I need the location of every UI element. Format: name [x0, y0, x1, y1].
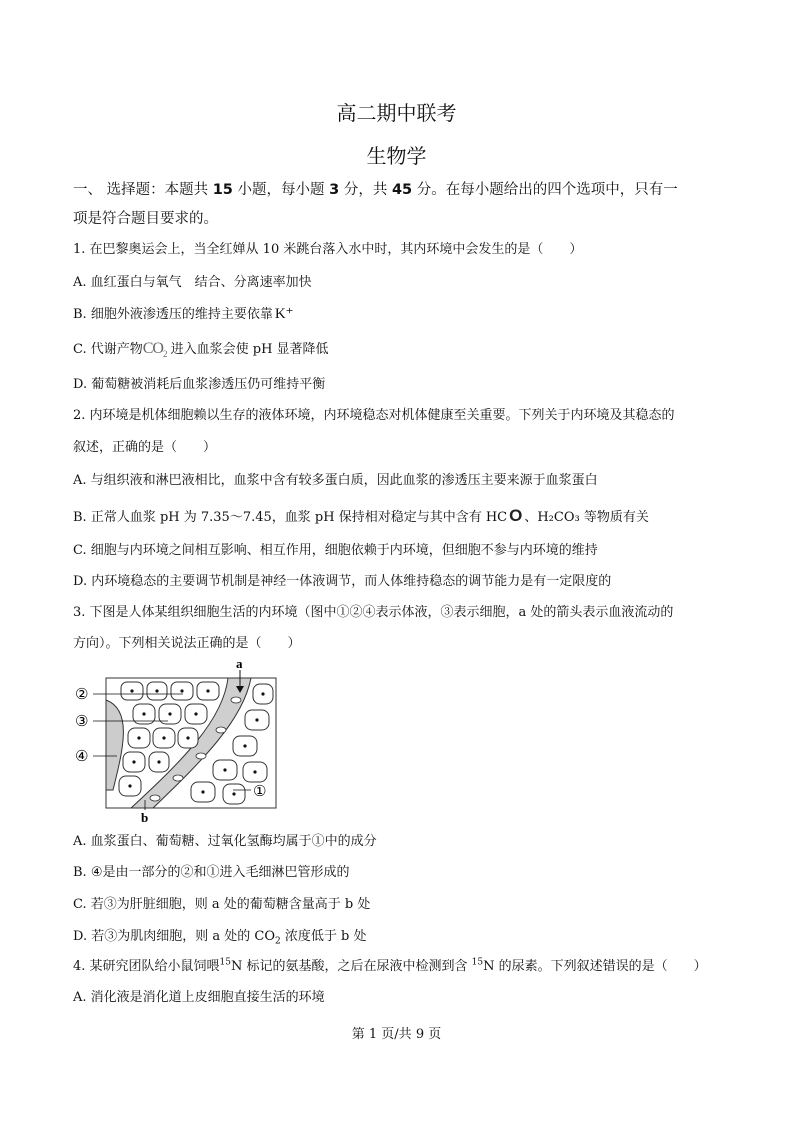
co2-subscript: 2	[162, 349, 167, 360]
q1-option-b	[73, 306, 294, 323]
q4-stem-mid: N 标记的氨基酸，之后在尿液中检测到含	[231, 959, 472, 974]
points-total: 45	[391, 182, 413, 198]
label-1: ①	[253, 782, 267, 800]
question-count: 15	[212, 182, 233, 198]
q1-option-c-pre: C. 代谢产物	[73, 342, 143, 357]
q2-stem-line2: 叙述，正确的是（ ）	[73, 440, 217, 455]
q2-option-d: D. 内环境稳态的主要调节机制是神经一体液调节，而人体维持稳态的调节能力是有一定限度的	[73, 574, 612, 589]
q1-option-c	[73, 341, 329, 358]
q4-stem-pre: 4. 某研究团队给小鼠饲喂	[73, 959, 220, 974]
q4-stem	[73, 959, 707, 975]
q2-option-b-pre: B. 正常人血浆 pH 为 7.35～7.45，血浆 pH 保持相对稳定与其中含有 HC	[73, 510, 508, 525]
page-footer: 第 1 页/共 9 页	[351, 1027, 442, 1042]
label-2: ②	[75, 685, 89, 703]
section-heading	[73, 178, 678, 199]
q1-stem: 1. 在巴黎奥运会上，当全红婵从 10 米跳台落入水中时，其内环境中会发生的是（ ）	[73, 242, 583, 257]
label-4: ④	[75, 747, 89, 765]
blood-cell	[196, 753, 206, 759]
q3-option-d-post: 浓度低于 b 处	[280, 929, 367, 944]
co2-formula	[142, 340, 167, 360]
q2-option-b-post: 、H₂CO₃ 等物质有关	[524, 510, 649, 525]
section-mid2: 分，共	[339, 182, 392, 198]
potassium-ion: K⁺	[274, 306, 294, 322]
q2-option-b	[73, 508, 649, 526]
q1-option-c-post: 进入血浆会使 pH 显著降低	[170, 342, 329, 357]
section-prefix: 一、 选择题：本题共	[73, 182, 213, 198]
co2-symbol: CO	[142, 340, 163, 357]
q4-stem-post: N 的尿素。下列叙述错误的是（ ）	[483, 959, 707, 974]
section-suffix: 分。在每小题给出的四个选项中，只有一	[412, 182, 678, 198]
q3-option-d	[73, 929, 366, 945]
q4-isotope-2: 15	[471, 957, 484, 968]
q3-option-c: C. 若③为肝脏细胞，则 a 处的葡萄糖含量高于 b 处	[73, 897, 371, 912]
q3-stem-line1: 3. 下图是人体某组织细胞生活的内环境（图中①②④表示体液，③表示细胞，a 处的箭头表示血液流动的	[73, 605, 674, 620]
subject-title: 生物学	[366, 144, 427, 168]
points-each: 3	[329, 182, 340, 198]
q1-option-a: A. 血红蛋白与氧气 结合、分离速率加快	[73, 275, 312, 290]
bicarbonate-glyph: O	[509, 506, 523, 525]
section-mid1: 小题，每小题	[232, 182, 330, 198]
blood-cell	[173, 775, 183, 781]
q2-option-c: C. 细胞与内环境之间相互影响、相互作用，细胞依赖于内环境，但细胞不参与内环境的维持	[73, 543, 598, 558]
q3-option-a: A. 血浆蛋白、葡萄糖、过氧化氢酶均属于①中的成分	[73, 834, 377, 849]
q3-option-d-pre: D. 若③为肌肉细胞，则 a 处的 CO	[73, 929, 275, 944]
blood-cell	[231, 697, 241, 703]
section-heading-line2: 项是符合题目要求的。	[73, 211, 218, 227]
tissue-diagram	[73, 660, 283, 829]
q2-stem-line1: 2. 内环境是机体细胞赖以生存的液体环境，内环境稳态对机体健康至关重要。下列关于内环境及其稳态的	[73, 408, 675, 423]
q4-isotope-1: 15	[219, 957, 231, 968]
q3-option-d-sub: 2	[274, 936, 281, 947]
q1-option-b-text: B. 细胞外液渗透压的维持主要依靠	[73, 307, 273, 322]
label-3: ③	[75, 712, 89, 730]
q2-option-a: A. 与组织液和淋巴液相比，血浆中含有较多蛋白质，因此血浆的渗透压主要来源于血浆蛋白	[73, 473, 598, 488]
q1-option-d: D. 葡萄糖被消耗后血浆渗透压仍可维持平衡	[73, 377, 326, 392]
blood-cell	[216, 727, 226, 733]
tissue-diagram-svg	[73, 660, 283, 825]
exam-title: 高二期中联考	[336, 101, 457, 125]
q3-stem-line2: 方向）。下列相关说法正确的是（ ）	[73, 636, 301, 651]
q4-option-a: A. 消化液是消化道上皮细胞直接生活的环境	[73, 990, 325, 1005]
blood-cell	[150, 795, 160, 801]
label-a: a	[236, 660, 243, 671]
q3-option-b: B. ④是由一部分的②和①进入毛细淋巴管形成的	[73, 865, 350, 880]
label-b: b	[141, 810, 149, 825]
